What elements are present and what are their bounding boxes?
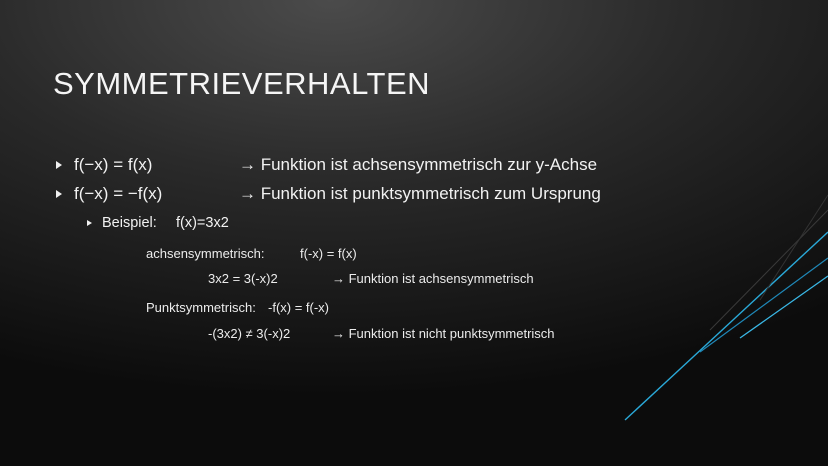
bullet-result: → Funktion ist achsensymmetrisch zur y-Achse — [239, 155, 598, 174]
example-function: f(x)=3x2 — [176, 215, 229, 231]
deco-line-1 — [625, 232, 828, 420]
bullet-point-symmetry — [56, 184, 601, 204]
deco-line-2 — [700, 258, 828, 352]
deco-line-3 — [740, 276, 828, 338]
bullet-triangle-icon — [56, 161, 62, 169]
point-calculation: -(3x2) ≠ 3(-x)2 — [208, 326, 291, 341]
slide-title: SYMMETRIEVERHALTEN — [53, 66, 431, 101]
deco-line-4 — [710, 210, 828, 330]
axis-equation: f(-x) = f(x) — [300, 246, 357, 261]
bullet-triangle-icon — [87, 220, 92, 226]
point-label: Punktsymmetrisch: — [146, 300, 256, 315]
bullet-result: → Funktion ist punktsymmetrisch zum Ursprung — [239, 184, 601, 203]
bullet-formula: f(−x) = −f(x) — [74, 184, 163, 203]
bullet-axis-symmetry — [56, 155, 597, 175]
bullet-example — [87, 215, 229, 231]
axis-label: achsensymmetrisch: — [146, 246, 265, 261]
axis-calculation: 3x2 = 3(-x)2 — [208, 271, 278, 286]
deco-line-5 — [760, 195, 828, 300]
bullet-triangle-icon — [56, 190, 62, 198]
bullet-formula: f(−x) = f(x) — [74, 155, 153, 174]
point-equation: -f(x) = f(-x) — [268, 300, 330, 315]
axis-result: → Funktion ist achsensymmetrisch — [332, 271, 534, 286]
example-label: Beispiel: — [102, 215, 157, 231]
point-result: → Funktion ist nicht punktsymmetrisch — [332, 326, 555, 341]
